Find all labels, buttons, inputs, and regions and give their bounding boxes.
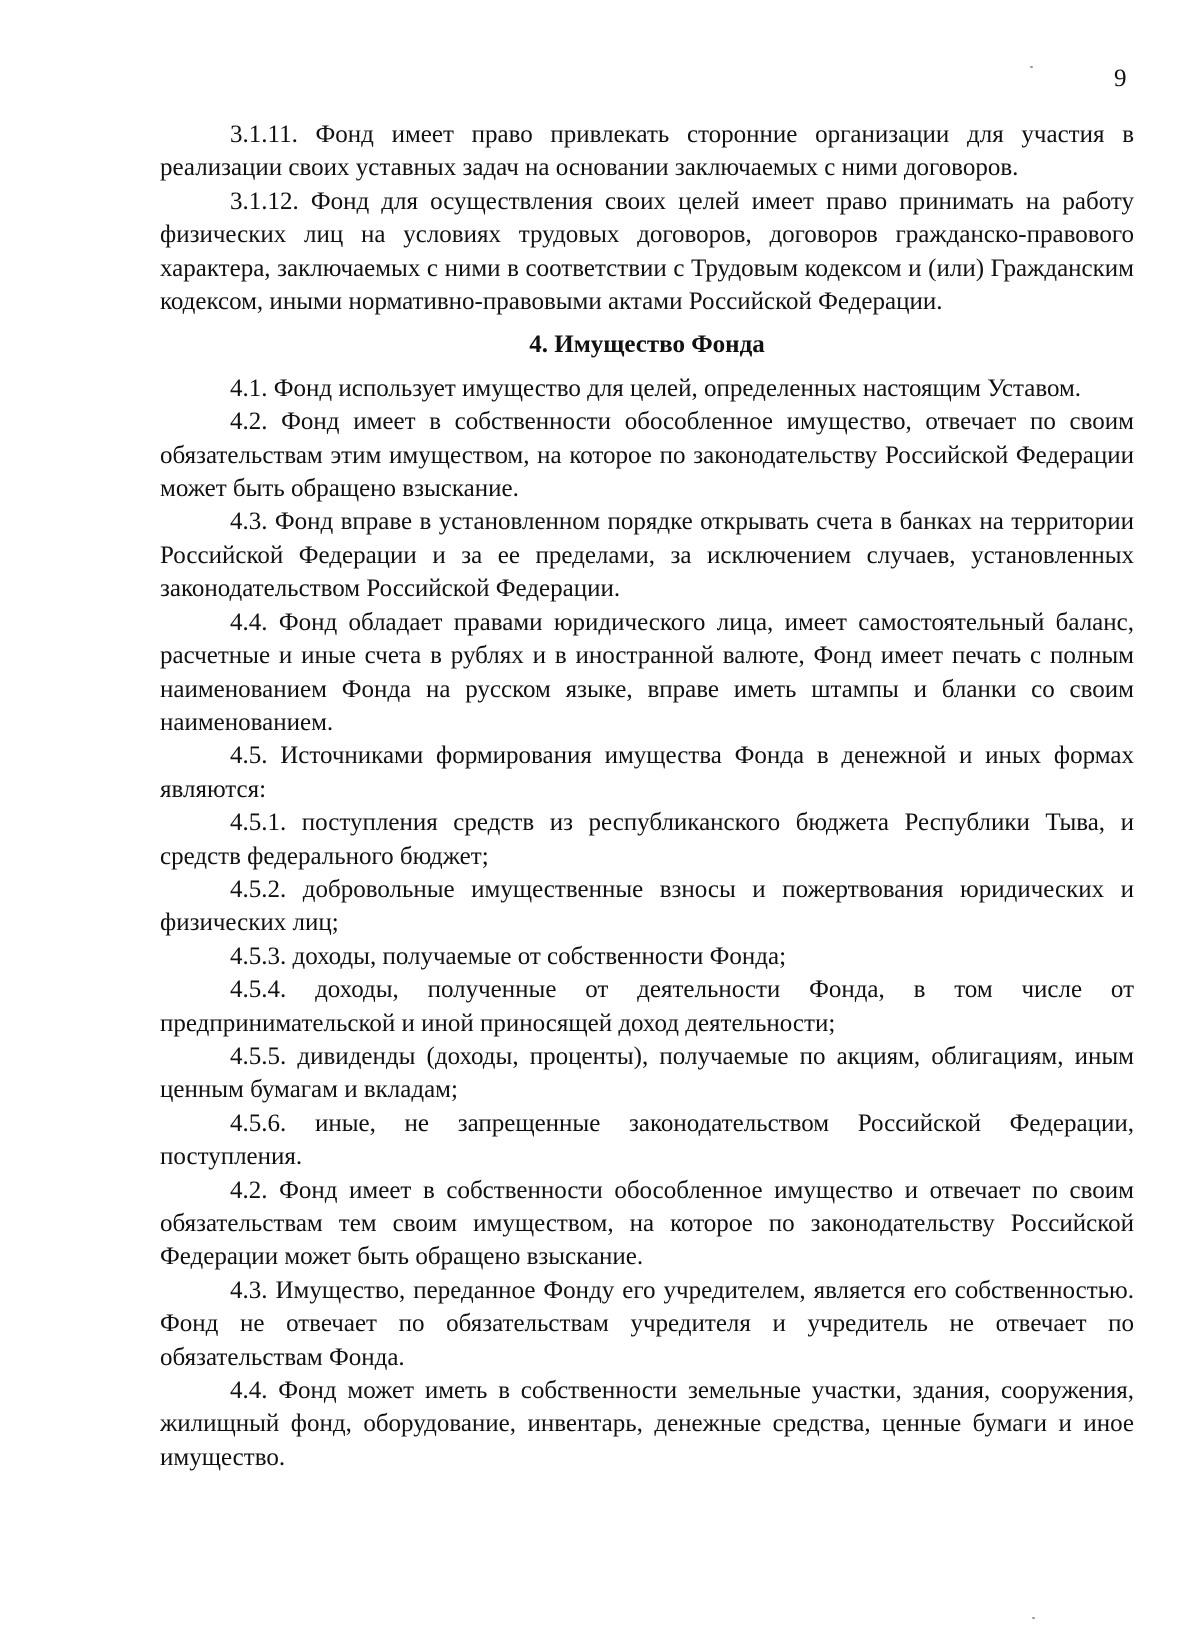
paragraph-4-5-3: 4.5.3. доходы, получаемые от собственности Фонда; <box>230 942 787 970</box>
document-body <box>160 118 1134 1474</box>
paragraph-4-5-2: 4.5.2. добровольные имущественные взносы и пожертвования юридических и физических лиц; <box>160 875 1134 937</box>
paragraph-3-1-11: 3.1.11. Фонд имеет право привлекать сторонние организации для участия в реализации своих уставных задач на основании заключаемых с ними договоров. <box>160 121 1134 182</box>
paragraph-4-3: 4.3. Фонд вправе в установленном порядке открывать счета в банках на территории Российской Федерации и за ее пределами, за исключением случаев, установленных законодательством Российской Федерации. <box>160 508 1134 603</box>
paragraph-4-2-repeat: 4.2. Фонд имеет в собственности обособленное имущество и отвечает по своим обязательствам тем своим имуществом, на которое по законодательству Российской Федерации может быть обращено взыскание. <box>160 1176 1134 1271</box>
section-title: 4. Имущество Фонда <box>529 331 765 359</box>
paragraph-4-5-6: 4.5.6. иные, не запрещенные законодательством Российской Федерации, поступления. <box>160 1109 1134 1171</box>
paragraph-3-1-12: 3.1.12. Фонд для осуществления своих целей имеет право принимать на работу физических лиц на условиях трудовых договоров, договоров гражданско-правового характера, заключаемых с ними в соответствии с Трудовым кодексом и (или) Гражданским кодексом, иными нормативно-правовыми актами Российской Федерации. <box>160 187 1134 316</box>
scan-speck <box>1030 66 1033 68</box>
paragraph-4-5-1: 4.5.1. поступления средств из республиканского бюджета Республики Тыва, и средств федерального бюджет; <box>160 809 1134 870</box>
scan-speck <box>1032 1617 1035 1619</box>
paragraph-4-4-repeat: 4.4. Фонд может иметь в собственности земельные участки, здания, сооружения, жилищный фонд, оборудование, инвентарь, денежные средства, ценные бумаги и иное имущество. <box>160 1377 1134 1471</box>
paragraph-4-3-repeat: 4.3. Имущество, переданное Фонду его учредителем, является его собственностью. Фонд не отвечает по обязательствам учредителя и учредитель не отвечает по обязательствам Фонда. <box>160 1276 1134 1371</box>
paragraph-4-4: 4.4. Фонд обладает правами юридического лица, имеет самостоятельный баланс, расчетные и иные счета в рублях и в иностранной валюте, Фонд имеет печать с полным наименованием Фонда на русском языке, вправе иметь штампы и бланки со своим наименованием. <box>160 608 1134 736</box>
paragraph-4-2: 4.2. Фонд имеет в собственности обособленное имущество, отвечает по своим обязательствам этим имуществом, на которое по законодательству Российской Федерации может быть обращено взыскание. <box>160 408 1134 503</box>
page-number: 9 <box>1114 65 1127 92</box>
paragraph-4-5-5: 4.5.5. дивиденды (доходы, проценты), получаемые по акциям, облигациям, иным ценным бумагам и вкладам; <box>160 1042 1134 1104</box>
paragraph-4-5: 4.5. Источниками формирования имущества Фонда в денежной и иных формах являются: <box>160 742 1134 803</box>
paragraph-4-1: 4.1. Фонд использует имущество для целей, определенных настоящим Уставом. <box>230 374 1082 402</box>
paragraph-4-5-4: 4.5.4. доходы, полученные от деятельности Фонда, в том числе от предпринимательской и иной приносящей доход деятельности; <box>160 976 1134 1037</box>
